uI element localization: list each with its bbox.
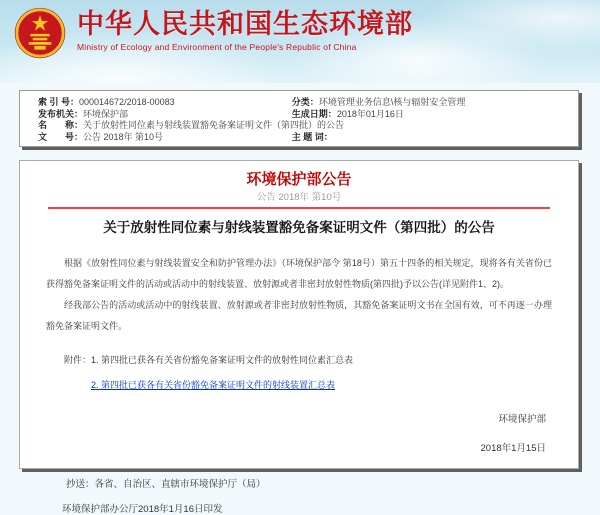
meta-index-label: 索 引 号： (38, 97, 80, 107)
meta-issuer-value: 环境保护部 (83, 108, 129, 119)
cc-line: 抄送：各省、自治区、直辖市环境保护厅（局） (66, 479, 266, 490)
announcement-body (46, 253, 552, 337)
attachment-2-link[interactable]: 2. 第四批已获各有关省份豁免备案证明文件的射线装置汇总表 (91, 380, 336, 390)
sign-date: 2018年1月15日 (480, 443, 546, 454)
attachment-1-item[interactable]: 1. 第四批已获各有关省份豁免备案证明文件的放射性同位素汇总表 (91, 355, 354, 365)
meta-docno-row (38, 132, 292, 144)
meta-gendate-row (292, 109, 578, 121)
announcement-number: 公告 2018年 第10号 (256, 192, 342, 203)
meta-spacer-row (292, 120, 578, 132)
attachments-label: 附件： (64, 355, 92, 365)
meta-docno-label: 文 号： (38, 131, 84, 142)
site-title-block (77, 7, 413, 52)
attachment-line-1 (46, 350, 552, 371)
site-title: 中华人民共和国生态环境部 (77, 9, 413, 39)
meta-issuer-row (38, 109, 292, 121)
site-subtitle: Ministry of Ecology and Environment of the People's Republic of China (77, 42, 357, 52)
announcement-document (19, 160, 579, 515)
body-paragraph-2: 经我部公告的活动或活动中的射线装置、放射源或者非密封放射性物质，其豁免备案证明文书在全国有效，可不再逐一办理豁免备案证明文件。 (46, 300, 552, 331)
site-logo-link[interactable] (14, 7, 413, 59)
meta-category-row (292, 97, 578, 109)
red-divider (48, 207, 550, 209)
announcement-title: 关于放射性同位素与射线装置豁免备案证明文件（第四批）的公告 (103, 220, 495, 235)
attachment-line-2 (46, 375, 552, 396)
national-emblem-icon (14, 7, 66, 59)
meta-index-row (38, 97, 292, 109)
meta-name-value: 关于放射性同位素与射线装置豁免备案证明文件（第四批）的公告 (83, 120, 345, 130)
meta-index-value: 000014672/2018-00083 (79, 97, 175, 107)
signer: 环境保护部 (498, 414, 546, 425)
meta-gendate-label: 生成日期： (291, 108, 337, 119)
meta-issuer-label: 发布机关： (38, 108, 84, 119)
print-line: 环境保护部办公厅2018年1月16日印发 (62, 504, 223, 515)
meta-name-label: 名 称： (38, 120, 84, 130)
meta-category-value: 环境管理业务信息\核与辐射安全管理 (318, 97, 466, 107)
meta-docno-value: 公告 2018年 第10号 (83, 131, 164, 142)
document-meta-card (19, 90, 579, 147)
meta-subject-label: 主 题 词： (291, 131, 333, 142)
announcement-org-heading: 环境保护部公告 (246, 171, 352, 188)
meta-subject-row (292, 132, 578, 144)
body-paragraph-1: 根据《放射性同位素与射线装置安全和防护管理办法》（环境保护部令 第18号）第五十四条的相关规定，现将各有关省份已获得豁免备案证明文件的活动或活动中的射线装置、放射源或者非密封放射性物质(第四批)予以公告(详见附件1、2)。 (46, 258, 552, 289)
meta-gendate-value: 2018年01月16日 (336, 108, 404, 119)
meta-name-row (38, 120, 345, 132)
meta-category-label: 分类： (291, 97, 319, 107)
site-header (0, 0, 600, 83)
